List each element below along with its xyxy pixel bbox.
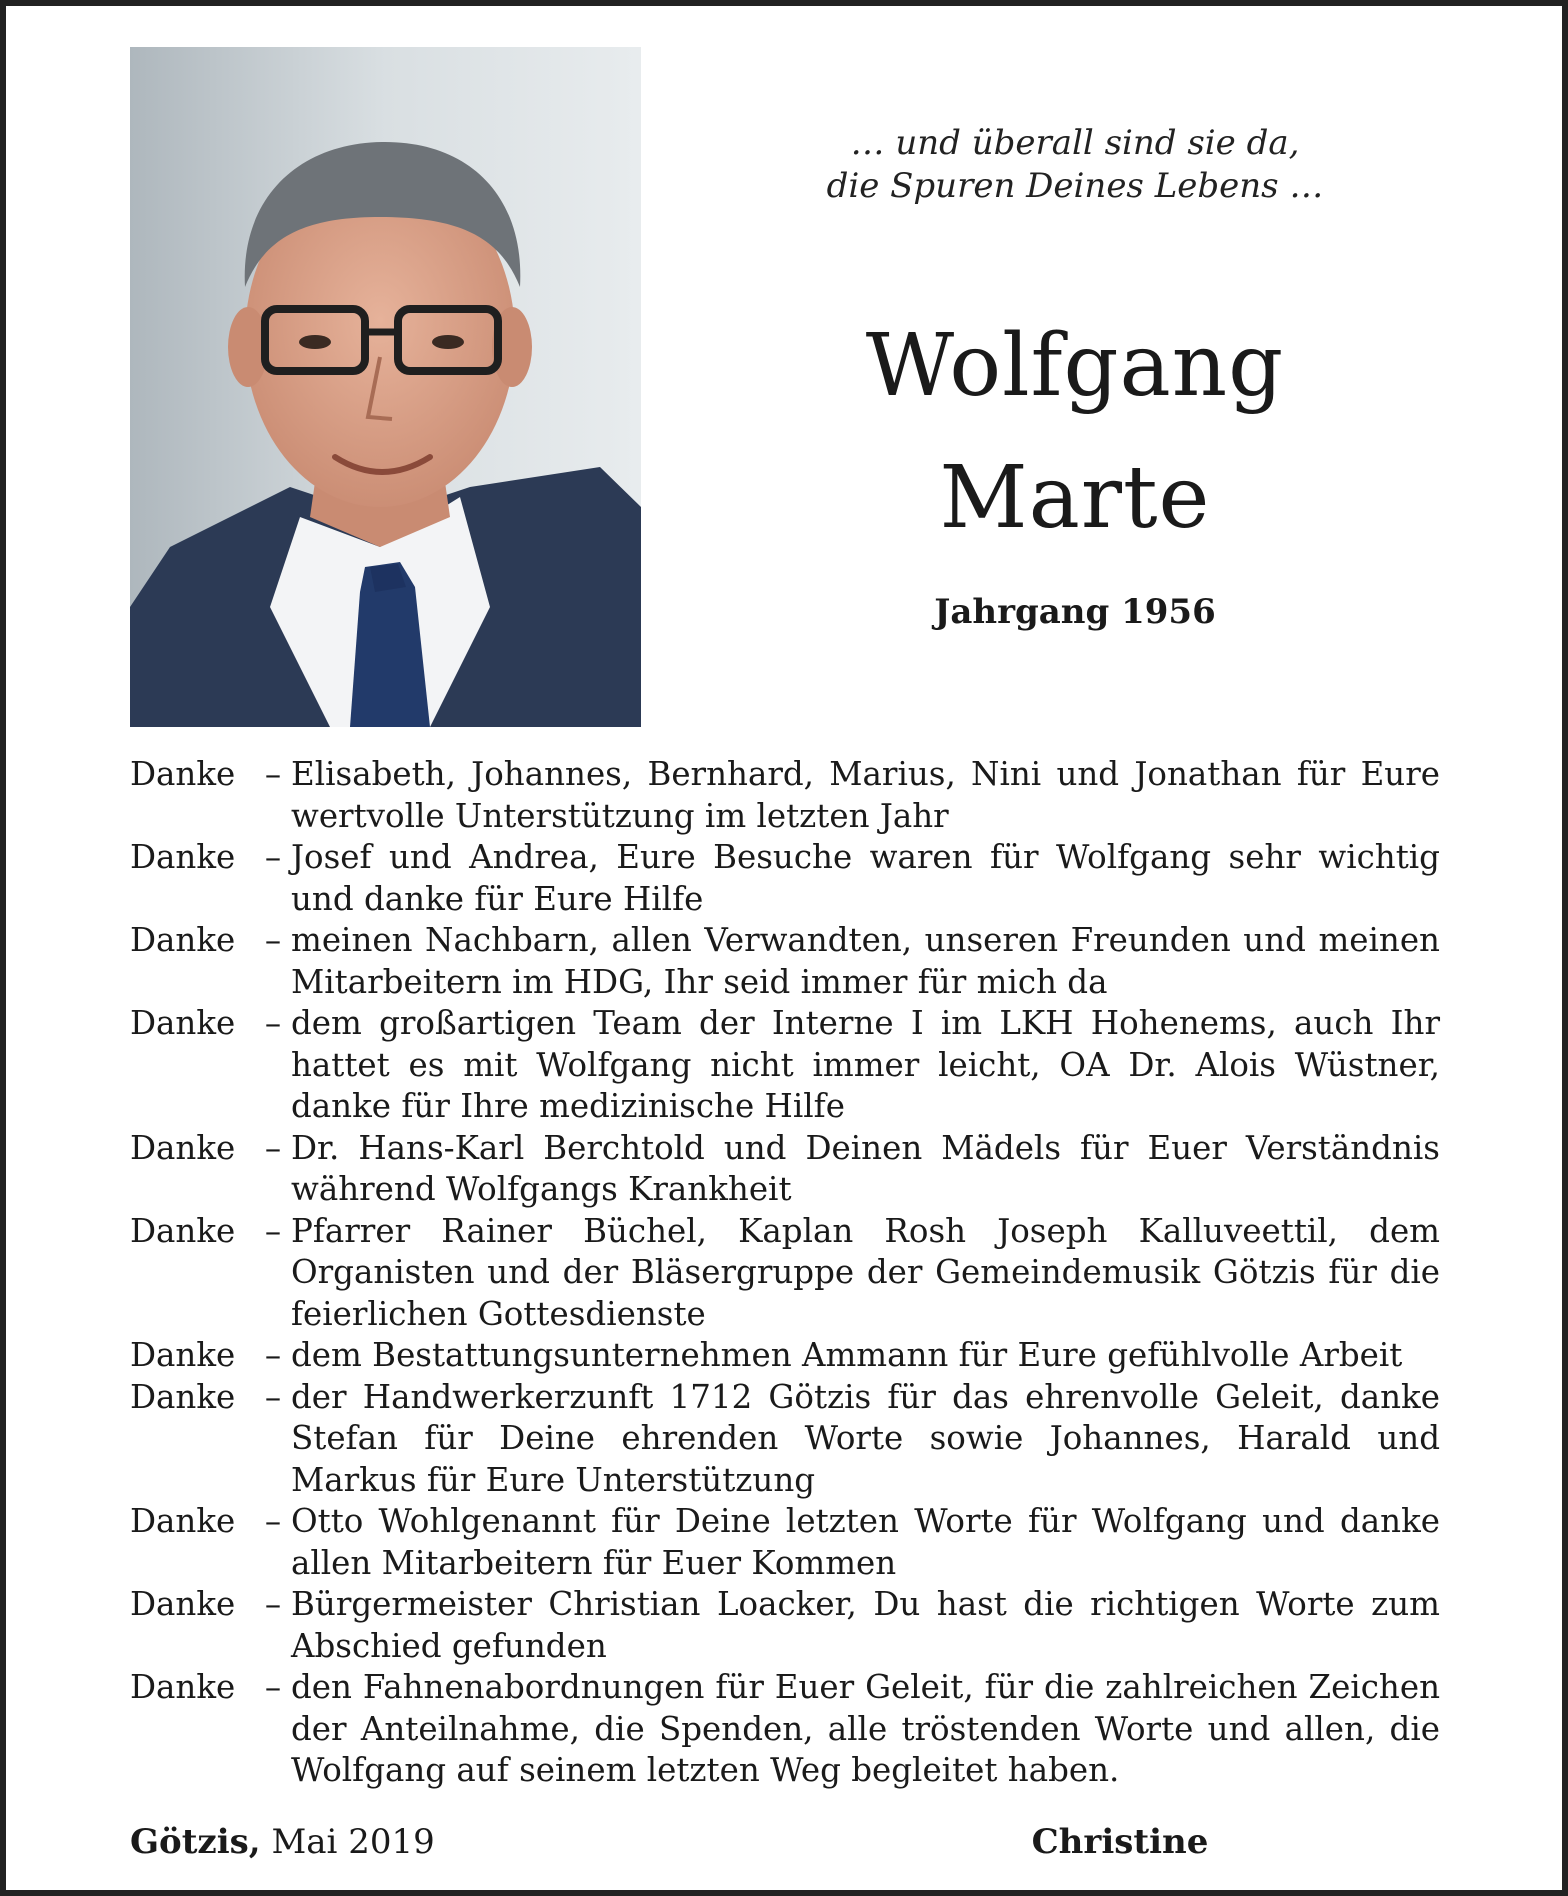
- thanks-dash: –: [264, 1128, 282, 1167]
- thanks-label: Danke: [130, 838, 236, 876]
- thanks-text: Josef und Andrea, Eure Besuche waren für Wolfgang sehr wichtig und danke für Eure Hilfe: [291, 838, 1440, 918]
- thanks-item: [130, 1003, 1440, 1128]
- thanks-item: [130, 1501, 1440, 1584]
- thanks-label: Danke: [130, 1004, 236, 1042]
- thanks-dash: –: [264, 1004, 282, 1042]
- thanks-label: Danke: [130, 921, 236, 959]
- thanks-item: [130, 837, 1440, 920]
- quote-line-2: die Spuren Deines Lebens …: [826, 166, 1324, 206]
- signature: Christine: [1031, 1822, 1209, 1862]
- thanks-text: Elisabeth, Johannes, Bernhard, Marius, Nini und Jonathan für Eure wertvolle Unterstützung im letzten Jahr: [291, 755, 1440, 835]
- birth-year: Jahrgang 1956: [934, 592, 1216, 632]
- thanks-item: [130, 1211, 1440, 1336]
- thanks-label: Danke: [130, 1128, 236, 1167]
- thanks-label: Danke: [130, 1502, 236, 1540]
- thanks-text: Pfarrer Rainer Büchel, Kaplan Rosh Joseph Kalluveettil, dem Organisten und der Bläsergruppe der Gemeindemusik Götzis für die feierlichen Gottesdienste: [291, 1211, 1440, 1333]
- thanks-text: Dr. Hans-Karl Berchtold und Deinen Mädels für Euer Verständnis während Wolfgangs Krankheit: [291, 1128, 1440, 1208]
- thanks-text: dem großartigen Team der Interne I im LKH Hohenems, auch Ihr hattet es mit Wolfgang nicht immer leicht, OA Dr. Alois Wüstner, danke für Ihre medizinische Hilfe: [291, 1004, 1440, 1125]
- thanks-label: Danke: [130, 755, 236, 793]
- deceased-name: [720, 300, 1430, 564]
- thanks-dash: –: [264, 1211, 282, 1250]
- thanks-item: [130, 1335, 1440, 1377]
- thanks-item: [130, 1667, 1440, 1792]
- thanks-label: Danke: [130, 1377, 236, 1416]
- memorial-quote: [720, 122, 1430, 208]
- thanks-dash: –: [264, 1668, 282, 1706]
- thanks-item: [130, 754, 1440, 837]
- thanks-dash: –: [264, 921, 282, 959]
- date: Mai 2019: [271, 1822, 435, 1862]
- thanks-dash: –: [264, 1585, 282, 1623]
- thanks-dash: –: [264, 1336, 282, 1374]
- thanks-label: Danke: [130, 1336, 236, 1374]
- portrait-illustration: [130, 47, 641, 727]
- thanks-item: [130, 1584, 1440, 1667]
- thanks-text: Otto Wohlgenannt für Deine letzten Worte für Wolfgang und danke allen Mitarbeitern für Euer Kommen: [291, 1502, 1440, 1582]
- thanks-dash: –: [264, 1502, 282, 1540]
- place-date: [130, 1822, 435, 1862]
- last-name: Marte: [939, 448, 1211, 548]
- thanks-item: [130, 920, 1440, 1003]
- quote-line-1: … und überall sind sie da,: [850, 123, 1300, 163]
- thanks-item: [130, 1377, 1440, 1502]
- thanks-label: Danke: [130, 1211, 236, 1250]
- thanks-text: meinen Nachbarn, allen Verwandten, unseren Freunden und meinen Mitarbeitern im HDG, Ihr seid immer für mich da: [291, 921, 1440, 1001]
- thanks-label: Danke: [130, 1668, 236, 1706]
- thanks-dash: –: [264, 755, 282, 793]
- thanks-text: dem Bestattungsunternehmen Ammann für Eure gefühlvolle Arbeit: [291, 1336, 1403, 1374]
- thanks-text: Bürgermeister Christian Loacker, Du hast die richtigen Worte zum Abschied gefunden: [291, 1585, 1440, 1665]
- thanks-label: Danke: [130, 1585, 236, 1623]
- portrait-photo: [130, 47, 641, 727]
- thanks-dash: –: [264, 838, 282, 876]
- first-name: Wolfgang: [865, 316, 1285, 416]
- thanks-text: der Handwerkerzunft 1712 Götzis für das ehrenvolle Geleit, danke Stefan für Deine ehrenden Worte sowie Johannes, Harald und Markus für Eure Unterstützung: [291, 1377, 1440, 1499]
- thanks-item: [130, 1128, 1440, 1211]
- thanks-text: den Fahnenabordnungen für Euer Geleit, für die zahlreichen Zeichen der Anteilnahme, die Spenden, alle tröstenden Worte und allen, die Wolfgang auf seinem letzten Weg begleitet haben.: [291, 1668, 1440, 1789]
- thanks-list: [130, 754, 1440, 1792]
- thanks-dash: –: [264, 1377, 282, 1416]
- place: Götzis,: [130, 1822, 261, 1862]
